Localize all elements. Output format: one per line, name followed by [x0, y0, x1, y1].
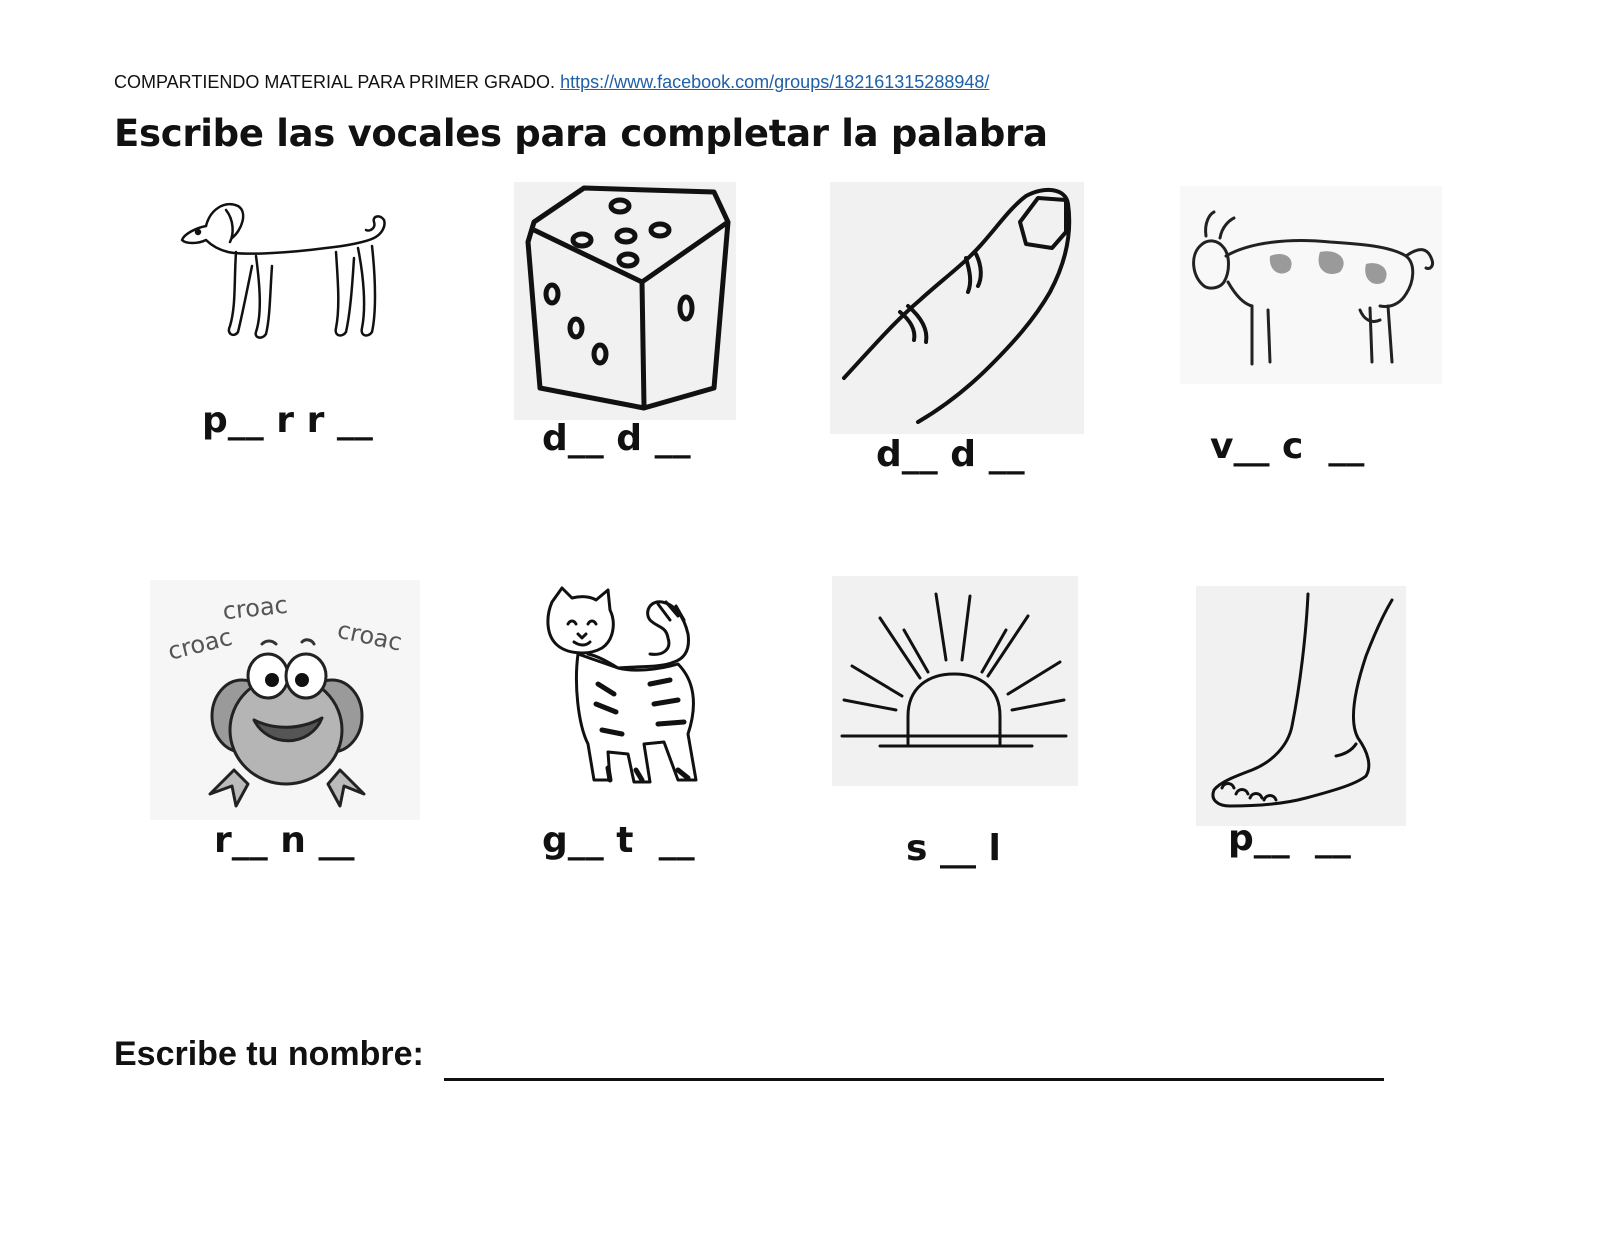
croac-text-3: croac	[334, 615, 405, 657]
worksheet-title: Escribe las vocales para completar la palabra	[114, 112, 1048, 155]
dog-icon	[176, 186, 396, 346]
header-line	[114, 72, 989, 93]
cow-icon	[1180, 186, 1442, 384]
header-text: COMPARTIENDO MATERIAL PARA PRIMER GRADO.	[114, 72, 556, 92]
word-blank-gato: g__ t __	[542, 820, 695, 861]
foot-icon	[1196, 586, 1406, 826]
word-blank-rana: r__ n __	[214, 820, 355, 861]
sun-icon	[832, 576, 1078, 786]
word-blank-sol: s __ l	[906, 828, 1001, 869]
finger-icon	[830, 182, 1084, 434]
word-blank-dado: d__ d __	[542, 418, 691, 459]
word-blank-dedo: d__ d __	[876, 434, 1025, 475]
croac-text-1: croac	[221, 590, 290, 626]
name-prompt: Escribe tu nombre:	[114, 1035, 424, 1073]
cat-icon	[538, 584, 722, 798]
dice-icon	[514, 182, 736, 420]
word-blank-pie: p__ __	[1228, 818, 1351, 859]
frog-icon	[150, 580, 420, 820]
croac-text-2: croac	[165, 622, 236, 666]
facebook-link[interactable]: https://www.facebook.com/groups/182161315288948/	[560, 72, 990, 92]
word-blank-vaca: v__ c __	[1210, 426, 1365, 467]
name-writing-line[interactable]	[444, 1078, 1384, 1081]
word-blank-perro: p__ r r __	[202, 400, 373, 441]
